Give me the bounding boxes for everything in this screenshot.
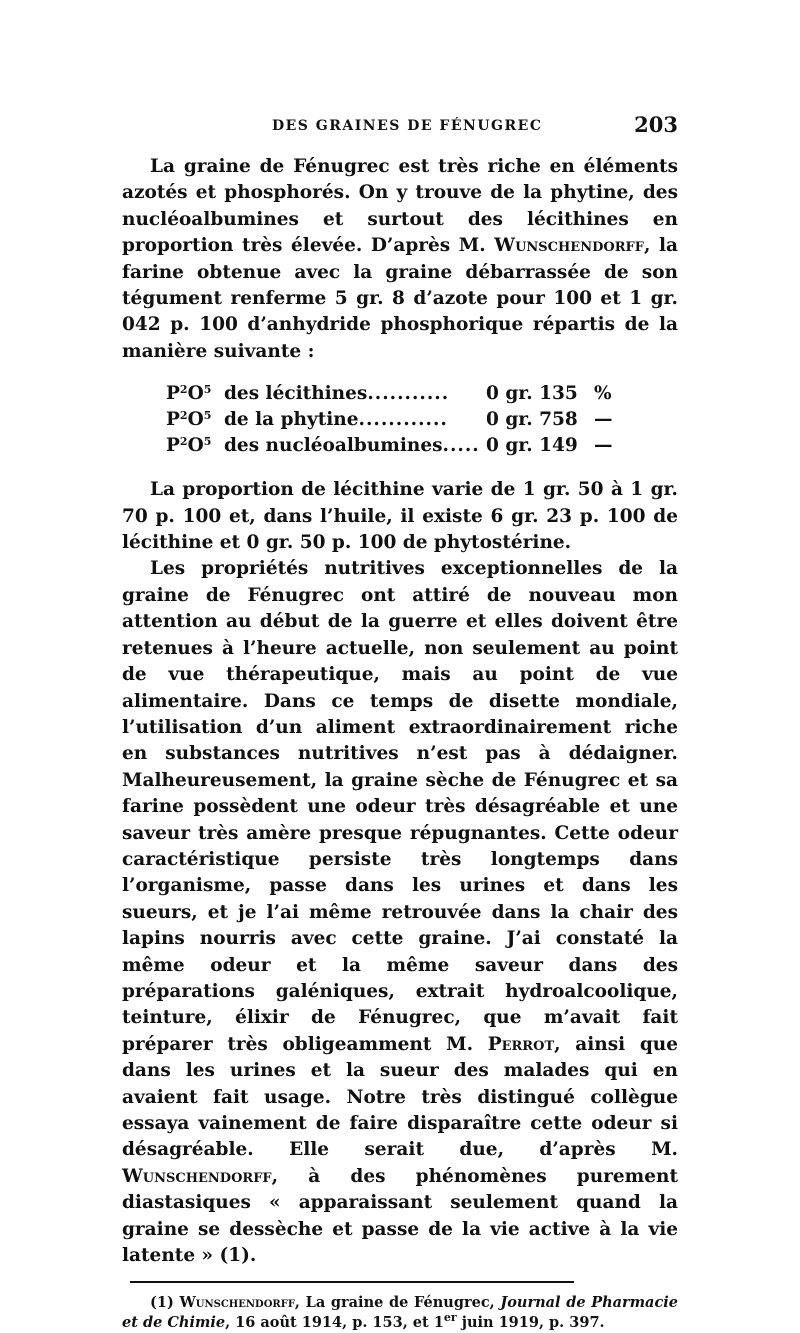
row-value: 0 gr. 149 [486, 435, 578, 457]
text-run: , La graine de Fénugrec, [294, 1294, 501, 1312]
row-value: 0 gr. 758 [486, 409, 578, 431]
phosphorus-table [166, 381, 678, 459]
formula: $P^2O^5$ [166, 383, 212, 405]
text-run: Les propriétés nutritives exceptionnelles de la graine de Fénugrec ont attiré de nouveau mon attention au début de la guerre et elles doivent être retenues à l’heure actuelle, non seulement au point de vue thérapeutique, mais au point de vue alimentaire. Dans ce temps de disette mondiale, l’utilisation d’un aliment extraordinairement riche en substances nutritives n’est pas à dédaigner. Malheureusement, la graine sèche de Fénugrec et sa farine possèdent une odeur très désagréable et une saveur très amère presque répugnantes. Cette odeur caractéristique persiste très longtemps dans l’organisme, passe dans les urines et dans les sueurs, et je l’ai même retrouvée dans la chair des lapins nourris avec cette graine. J’ai constaté la même odeur et la même saveur dans des préparations galéniques, extrait hydroalcoolique, teinture, élixir de Fénugrec, que m’avait fait préparer très obligeamment M. [122, 558, 678, 1055]
journal-title: Journal de Pharmacie et de Chimie [122, 1294, 679, 1332]
text-run: juin 1919, p. 397. [456, 1314, 605, 1332]
table-row [166, 433, 678, 459]
paragraph-composition [122, 154, 678, 365]
paragraph-properties [122, 556, 678, 1269]
footnote [122, 1293, 678, 1333]
formula: $P^2O^5$ [166, 435, 212, 457]
text-run: , la farine obtenue avec la graine débarrassée de son tégument renferme 5 gr. 8 d’azote pour 100 et 1 gr. 042 p. 100 d’anhydride phosphorique répartis de la manière suivante : [122, 235, 678, 362]
row-label: de la phytine............ [224, 409, 448, 431]
author-name: Perrot [487, 1033, 555, 1055]
row-unit: — [594, 435, 613, 457]
footnote-marker: (1) [150, 1294, 180, 1312]
author-name: Wunschendorff [179, 1294, 295, 1312]
table-row [166, 381, 678, 407]
book-page [122, 112, 678, 1333]
row-label: des lécithines........... [224, 383, 450, 405]
page-header [122, 112, 678, 142]
text-run: , 16 août 1914, p. 153, et 1 [225, 1314, 444, 1332]
text-run: , à des phénomènes purement diastasiques « apparaissant seulement quand la graine se dessèche et passe de la vie active à la vie latente » (1). [122, 1165, 678, 1267]
table-row [166, 407, 678, 433]
paragraph-lecithin: La proportion de lécithine varie de 1 gr. 50 à 1 gr. 70 p. 100 et, dans l’huile, il existe 6 gr. 23 p. 100 de lécithine et 0 gr. 50 p. 100 de phytostérine. [122, 479, 678, 554]
ordinal-superscript: er [443, 1311, 457, 1325]
footnote-rule [130, 1281, 574, 1283]
running-title: DES GRAINES DE FÉNUGREC [272, 118, 543, 134]
author-name: Wunschendorff [494, 235, 644, 257]
body-text [122, 154, 678, 1269]
text-run: La graine de Fénugrec est très riche en éléments azotés et phosphorés. On y trouve de la phytine, des nucléoalbumines et surtout des lécithines en proportion très élevée. D’après M. [122, 156, 678, 257]
row-label: des nucléoalbumines..... [224, 435, 480, 457]
row-unit: % [594, 383, 612, 405]
formula: $P^2O^5$ [166, 409, 212, 431]
text-run: , ainsi que dans les urines et la sueur des malades qui en avaient fait usage. Notre très distingué collègue essaya vainement de faire disparaître cette odeur si désagréable. Elle serait due, d’après M. [122, 1033, 678, 1161]
author-name: Wunschendorff [122, 1165, 272, 1187]
row-value: 0 gr. 135 [486, 383, 578, 405]
row-unit: — [594, 409, 613, 431]
page-number: 203 [634, 112, 678, 137]
